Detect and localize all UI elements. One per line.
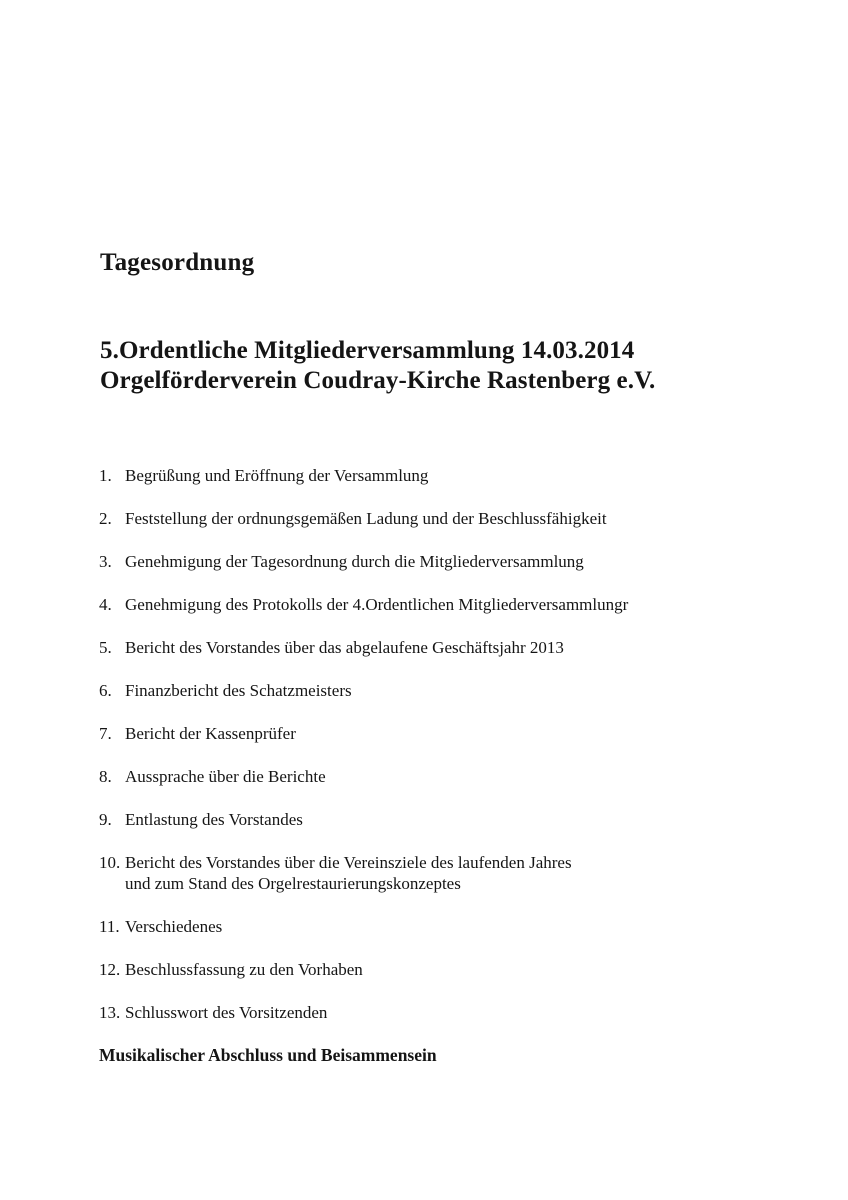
closing-note: Musikalischer Abschluss und Beisammensein	[99, 1045, 437, 1065]
agenda-item-number: 11.	[99, 917, 120, 936]
agenda-item-text	[125, 551, 749, 572]
document-title: Tagesordnung	[100, 249, 255, 276]
agenda-item-line: Aussprache über die Berichte	[125, 767, 326, 786]
agenda-item-text	[125, 916, 749, 937]
agenda-item-line: und zum Stand des Orgelrestaurierungskonzeptes	[125, 874, 461, 893]
agenda-item-number: 13.	[99, 1003, 121, 1022]
agenda-item-number: 5.	[99, 638, 112, 657]
agenda-item-number: 10.	[99, 853, 121, 872]
agenda-item-text	[125, 959, 749, 980]
meeting-heading-line1: 5.Ordentliche Mitgliederversammlung 14.03.2014	[100, 337, 635, 364]
agenda-item	[99, 766, 749, 787]
agenda-item-text	[125, 465, 749, 486]
meeting-heading	[100, 336, 655, 396]
agenda-item	[99, 508, 749, 529]
agenda-item-line: Genehmigung der Tagesordnung durch die Mitgliederversammlung	[125, 552, 584, 571]
agenda-item	[99, 809, 749, 830]
agenda-item-number: 3.	[99, 552, 112, 571]
agenda-item-line: Finanzbericht des Schatzmeisters	[125, 681, 352, 700]
agenda-item	[99, 637, 749, 658]
agenda-item-line: Schlusswort des Vorsitzenden	[125, 1003, 328, 1022]
agenda-item	[99, 959, 749, 980]
agenda-section	[99, 465, 749, 1066]
agenda-item-line: Beschlussfassung zu den Vorhaben	[125, 960, 363, 979]
agenda-item-number: 6.	[99, 681, 112, 700]
agenda-item	[99, 1002, 749, 1023]
agenda-item	[99, 551, 749, 572]
agenda-item-line: Bericht der Kassenprüfer	[125, 724, 296, 743]
agenda-item-line: Feststellung der ordnungsgemäßen Ladung und der Beschlussfähigkeit	[125, 509, 607, 528]
agenda-item	[99, 680, 749, 701]
agenda-item-text	[125, 766, 749, 787]
agenda-item-number: 9.	[99, 810, 112, 829]
agenda-item-line: Begrüßung und Eröffnung der Versammlung	[125, 466, 429, 485]
agenda-item-text	[125, 809, 749, 830]
agenda-item-text	[125, 594, 749, 615]
agenda-item-line: Entlastung des Vorstandes	[125, 810, 303, 829]
agenda-item-text	[125, 637, 749, 658]
agenda-item-text	[125, 508, 749, 529]
agenda-item-number: 12.	[99, 960, 121, 979]
agenda-item-text	[125, 1002, 749, 1023]
agenda-item-line: Genehmigung des Protokolls der 4.Ordentlichen Mitgliederversammlungr	[125, 595, 629, 614]
agenda-item-number: 7.	[99, 724, 112, 743]
agenda-item-number: 4.	[99, 595, 112, 614]
agenda-item-text	[125, 852, 749, 894]
agenda-item	[99, 852, 749, 894]
agenda-item-text	[125, 723, 749, 744]
agenda-item	[99, 594, 749, 615]
agenda-item-line: Bericht des Vorstandes über das abgelaufene Geschäftsjahr 2013	[125, 638, 564, 657]
meeting-heading-line2: Orgelförderverein Coudray-Kirche Rastenberg e.V.	[100, 367, 656, 394]
agenda-item-line: Verschiedenes	[125, 917, 223, 936]
agenda-item	[99, 465, 749, 486]
agenda-item-number: 8.	[99, 767, 112, 786]
agenda-item	[99, 723, 749, 744]
agenda-item-text	[125, 680, 749, 701]
agenda-item	[99, 916, 749, 937]
agenda-item-number: 2.	[99, 509, 112, 528]
agenda-item-number: 1.	[99, 466, 112, 485]
agenda-item-line: Bericht des Vorstandes über die Vereinsziele des laufenden Jahres	[125, 853, 572, 872]
agenda-list	[99, 465, 749, 1023]
